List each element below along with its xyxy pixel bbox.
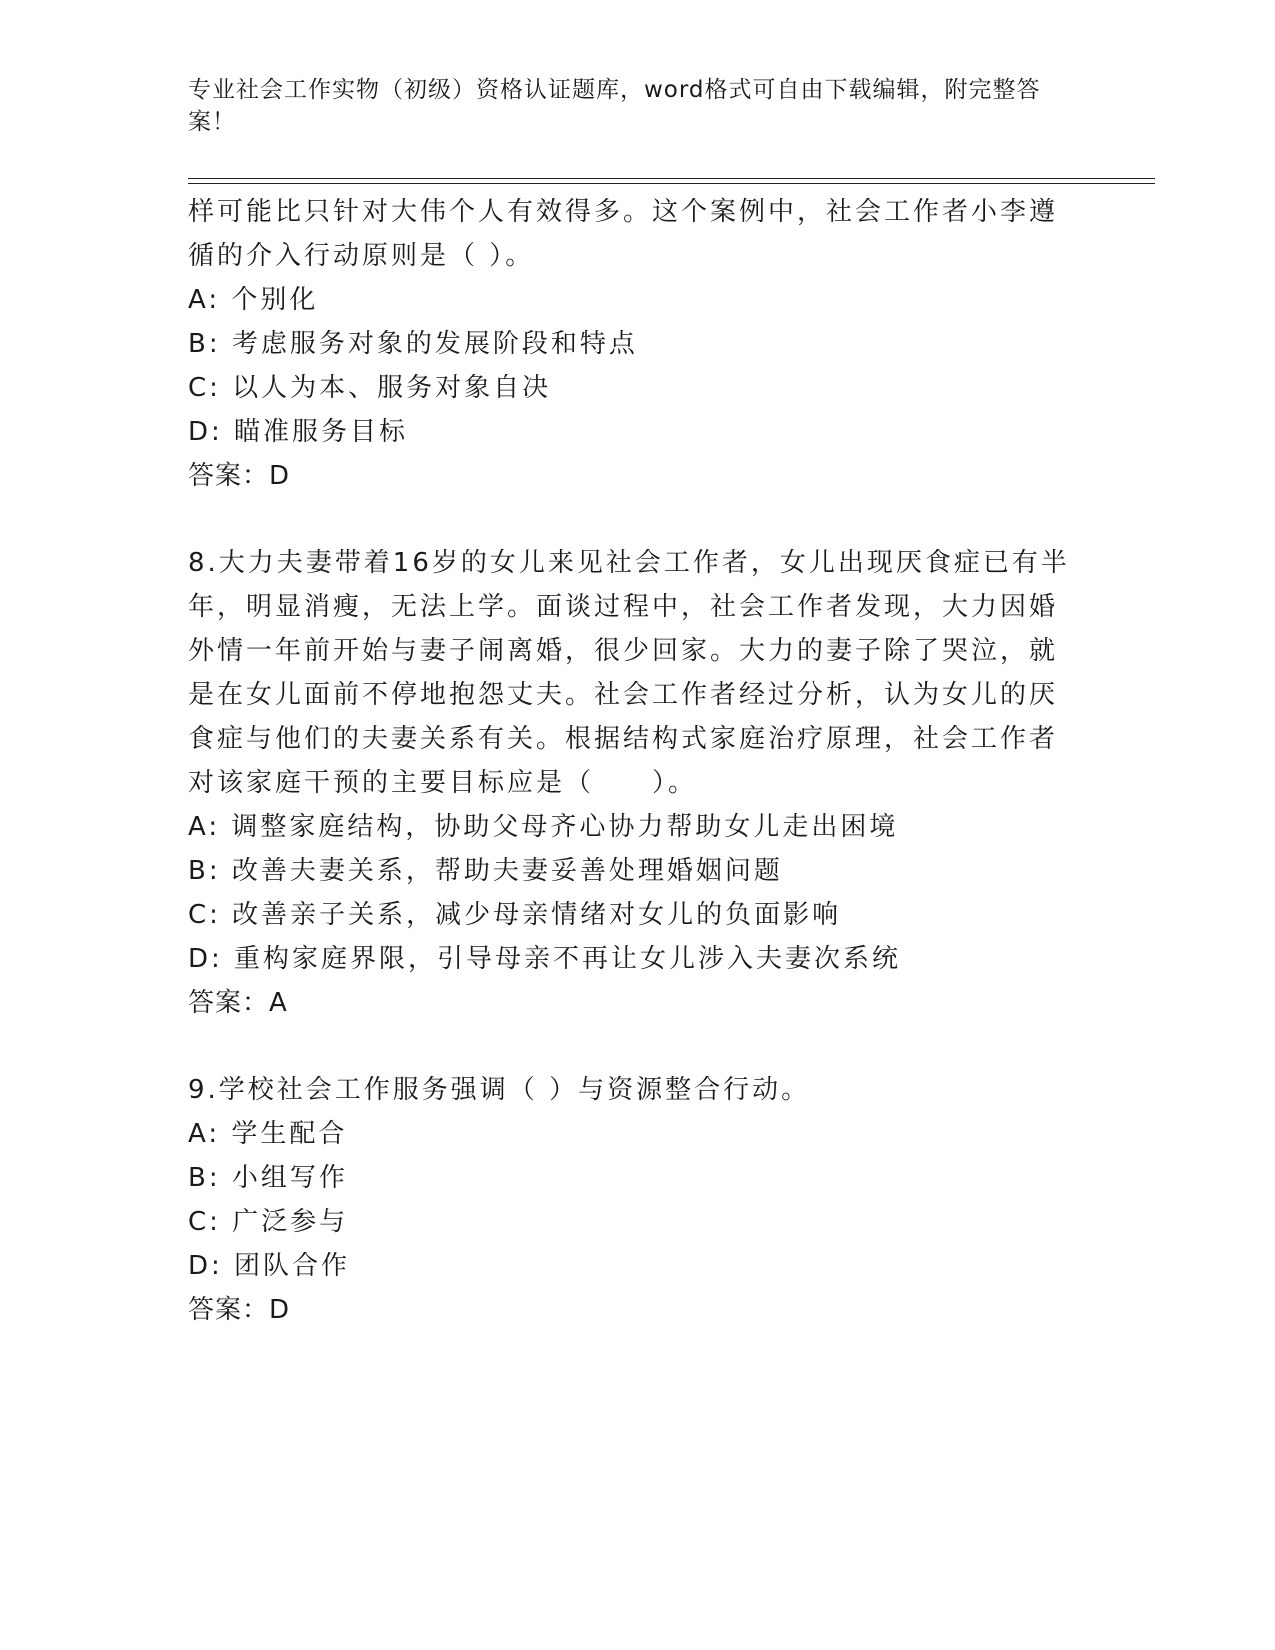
question-stem-line: 循的介入行动原则是（ ）。: [188, 241, 535, 271]
option-b: B: 考虑服务对象的发展阶段和特点: [188, 329, 638, 359]
question-content: [188, 190, 1088, 1332]
option-b: B: 小组写作: [188, 1163, 348, 1193]
spacer: [188, 1025, 1088, 1068]
question-8: [188, 541, 1088, 1025]
option-a: A: 学生配合: [188, 1119, 348, 1149]
question-stem-line: 对该家庭干预的主要目标应是（ ）。: [188, 768, 698, 798]
question-stem-line: 是在女儿面前不停地抱怨丈夫。社会工作者经过分析，认为女儿的厌: [188, 680, 1059, 710]
answer-label: 答案：D: [188, 1295, 291, 1325]
question-9: [188, 1068, 1088, 1332]
question-stem-line: 食症与他们的夫妻关系有关。根据结构式家庭治疗原理，社会工作者: [188, 724, 1059, 754]
option-b: B: 改善夫妻关系，帮助夫妻妥善处理婚姻问题: [188, 856, 783, 886]
option-d: D: 瞄准服务目标: [188, 417, 409, 447]
header-rule-bottom: [188, 183, 1155, 184]
question-stem-line: 外情一年前开始与妻子闹离婚，很少回家。大力的妻子除了哭泣，就: [188, 636, 1059, 666]
question-stem-line: 样可能比只针对大伟个人有效得多。这个案例中，社会工作者小李遵: [188, 197, 1059, 227]
spacer: [188, 498, 1088, 541]
option-a: A: 个别化: [188, 285, 319, 315]
page-header: 专业社会工作实物（初级）资格认证题库，word格式可自由下载编辑，附完整答案！: [188, 77, 1041, 135]
option-a: A: 调整家庭结构，协助父母齐心协力帮助女儿走出困境: [188, 812, 899, 842]
option-c: C: 改善亲子关系，减少母亲情绪对女儿的负面影响: [188, 900, 842, 930]
option-c: C: 以人为本、服务对象自决: [188, 373, 552, 403]
question-stem-line: 9.学校社会工作服务强调（ ）与资源整合行动。: [188, 1075, 811, 1105]
option-c: C: 广泛参与: [188, 1207, 349, 1237]
question-stem-line: 8.大力夫妻带着16岁的女儿来见社会工作者，女儿出现厌食症已有半: [188, 548, 1070, 578]
question-stem-line: 年，明显消瘦，无法上学。面谈过程中，社会工作者发现，大力因婚: [188, 592, 1059, 622]
answer-label: 答案：A: [188, 988, 288, 1018]
answer-label: 答案：D: [188, 461, 291, 491]
option-d: D: 重构家庭界限，引导母亲不再让女儿涉入夫妻次系统: [188, 944, 902, 974]
question-7: [188, 190, 1088, 498]
header-rule-top: [188, 178, 1155, 179]
option-d: D: 团队合作: [188, 1251, 351, 1281]
